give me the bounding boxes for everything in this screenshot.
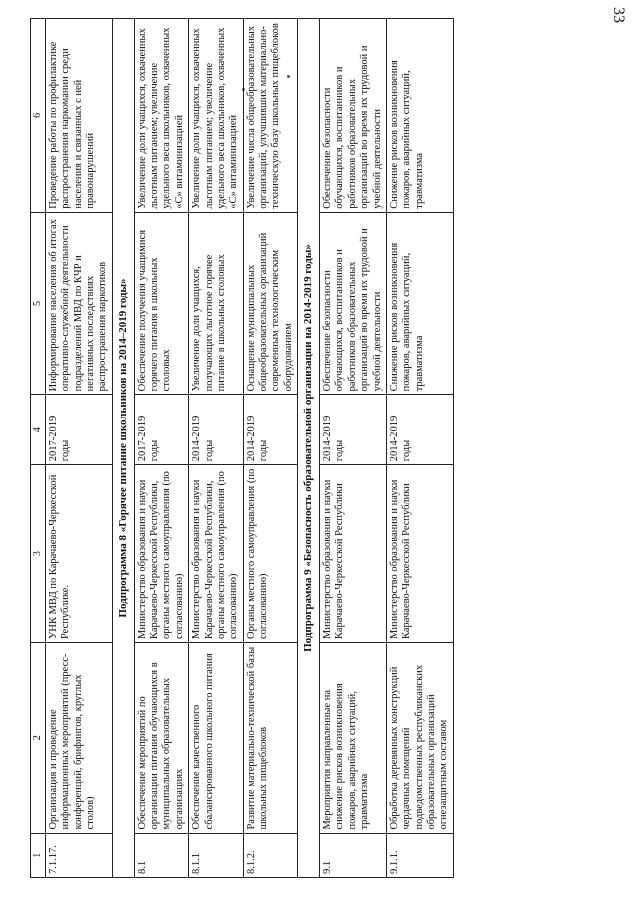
- row-number: 7.1.17.: [45, 833, 112, 877]
- table-row: [189, 19, 244, 878]
- action-cell: Организация и проведение информационных мероприятий (пресс-конференций, брифингов, круглых столов): [45, 643, 112, 834]
- col-header: 2: [31, 643, 46, 834]
- result-cell: Снижение рисков возникновения пожаров, аварийных ситуаций, травматизма: [386, 212, 453, 395]
- period-cell: 2014-2019 годы: [189, 395, 244, 465]
- result-cell: Оснащение муниципальных общеобразовательных организаций современным технологическим оборудованием: [243, 212, 298, 395]
- subprogram-header-row: [112, 19, 134, 878]
- col-header: 3: [31, 465, 46, 643]
- table-row: [320, 19, 387, 878]
- table-row: [45, 19, 112, 878]
- executor-cell: Министерство образования и науки Карачаево-Черкесской Республики, органы местного самоуправления (по согласованию): [134, 465, 189, 643]
- column-number-row: [31, 19, 46, 878]
- table-row: [386, 19, 453, 878]
- row-number: 9.1.1.: [386, 833, 453, 877]
- link-cell: Снижение рисков возникновения пожаров, аварийных ситуаций, травматизма: [386, 19, 453, 213]
- row-number: 8.1.2.: [243, 833, 298, 877]
- row-number: 8.1: [134, 833, 189, 877]
- result-cell: Информирование населения об итогах оперативно-служебной деятельности подразделений МВД по КЧР и негативных последствиях распространения наркотиков: [45, 212, 112, 395]
- table-row: [134, 19, 189, 878]
- executor-cell: Министерство образования и науки Карачаево-Черкесской Республики: [386, 465, 453, 643]
- period-cell: 2014-2019 годы: [386, 395, 453, 465]
- row-number: 9.1: [320, 833, 387, 877]
- action-cell: Мероприятия направленные на снижение рисков возникновения пожаров, аварийных ситуаций, травматизма: [320, 643, 387, 834]
- executor-cell: Органы местного самоуправления (по согласованию): [243, 465, 298, 643]
- col-header: 1: [31, 833, 46, 877]
- period-cell: 2017-2019 годы: [45, 395, 112, 465]
- action-cell: Развитие материально-технической базы школьных пищеблоков: [243, 643, 298, 834]
- period-cell: 2014-2019 годы: [320, 395, 387, 465]
- result-cell: Обеспечение получения учащимися горячего питания в школьных столовых: [134, 212, 189, 395]
- col-header: 4: [31, 395, 46, 465]
- subprogram-title: Подпрограмма 9 «Безопасность образовательной организации на 2014-2019 годы»: [298, 19, 320, 878]
- subprogram-title: Подпрограмма 8 «Горячее питание школьников на 2014–2019 годы»: [112, 19, 134, 878]
- executor-cell: Министерство образования и науки Карачаево-Черкесской Республики, органы местного самоуправления (по согласованию): [189, 465, 244, 643]
- link-cell: Проведение работы по профилактике распространения наркомании среди населения и связанных с ней правонарушений: [45, 19, 112, 213]
- landscape-table-wrapper: [30, 18, 610, 878]
- action-cell: Обеспечение качественного сбалансированного школьного питания: [189, 643, 244, 834]
- action-cell: Обеспечение мероприятий по организации питания обучающихся в муниципальных образовательных организациях: [134, 643, 189, 834]
- col-header: 6: [31, 19, 46, 213]
- page-number: 33: [610, 7, 627, 23]
- link-cell: Обеспечение безопасности обучающихся, воспитанников и работников образовательных организаций во время их трудовой и учебной деятельности: [320, 19, 387, 213]
- executor-cell: УНК МВД по Карачаево-Черкесской Республике.: [45, 465, 112, 643]
- result-cell: Увеличение доли учащихся, получающих льготное горячее питание в школьных столовых: [189, 212, 244, 395]
- action-cell: Обработка деревянных конструкций чердачных помещений подведомственных республиканских образовательных организаций огнезащитным составом: [386, 643, 453, 834]
- executor-cell: Министерство образования и науки Карачаево-Черкесской Республики: [320, 465, 387, 643]
- row-number: 8.1.1: [189, 833, 244, 877]
- period-cell: 2017-2019 годы: [134, 395, 189, 465]
- table-row: [243, 19, 298, 878]
- col-header: 5: [31, 212, 46, 395]
- link-cell: Увеличение числа общеобразовательных организаций, улучшивших материально-техническую базу школьных пищеблоков: [243, 19, 298, 213]
- result-cell: Обеспечение безопасности обучающихся, воспитанников и работников образовательных организаций во время их трудовой и учебной деятельности: [320, 212, 387, 395]
- link-cell: Увеличение доли учащихся, охваченных льготным питанием; увеличение удельного веса школьников, охваченных «С» витаминизацией: [189, 19, 244, 213]
- link-cell: Увеличение доли учащихся, охваченных льготным питанием; увеличение удельного веса школьников, охваченных «С» витаминизацией: [134, 19, 189, 213]
- subprogram-header-row: [298, 19, 320, 878]
- period-cell: 2014-2019 годы: [243, 395, 298, 465]
- program-table: [30, 18, 454, 878]
